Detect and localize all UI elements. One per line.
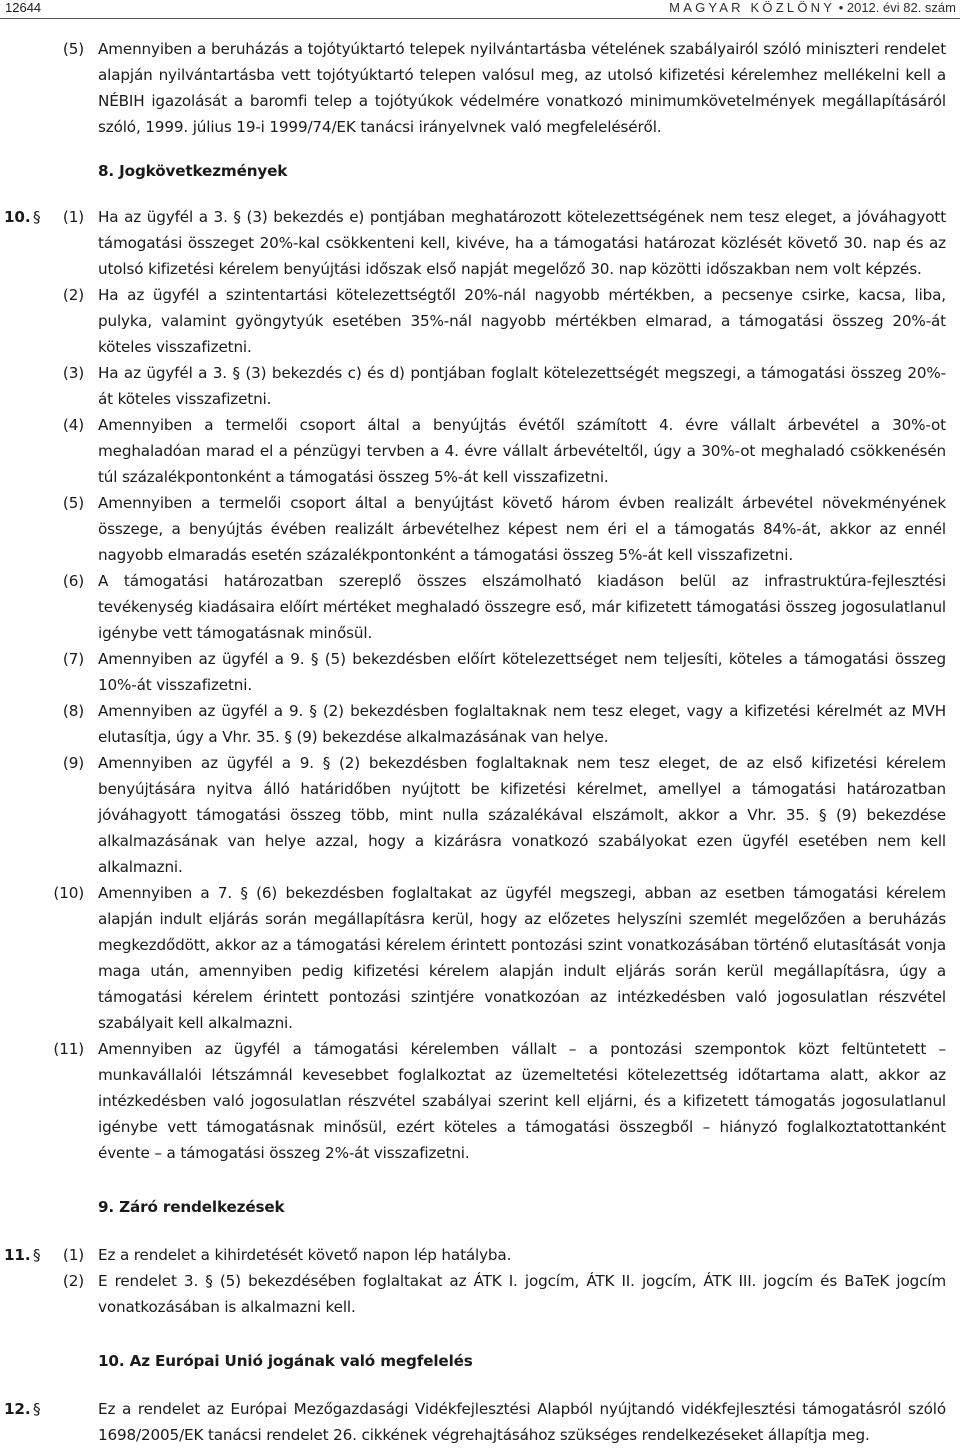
paragraph-number: (1)	[62, 1246, 84, 1264]
paragraph-number: (3)	[62, 364, 84, 382]
paragraph-text: Amennyiben az ügyfél a 9. § (2) bekezdésben foglaltaknak nem tesz eleget, de az első kifizetési kérelem benyújtására nyitva álló határidőben nyújtott be kifizetési kérelmet, amellyel a támogatási határozatban jóváhagyott támogatási összeg több, mint nulla százalékával elszámolt, akkor a Vhr. 35. § (9) bekezdése alkalmazásának van helye azzal, hogy a kizárásra vonatkozó szabályokat ezen ügyfél esetében nem kell alkalmazni.	[98, 754, 946, 876]
section-heading-9: 9. Záró rendelkezések	[98, 1198, 285, 1216]
section-symbol: §	[33, 1246, 41, 1264]
paragraph-number: (1)	[62, 208, 84, 226]
paragraph-text: Amennyiben a termelői csoport által a benyújtás évétől számított 4. évre vállalt árbevétel a 30%-ot meghaladóan marad el a pénzügyi tervben a 4. évre vállalt árbevételtől, úgy a 30%-ot meghaladó csökkenésén túl százalékpontonként a támogatási összeg 5%-át kell visszafizetni.	[98, 416, 946, 486]
section-heading-10: 10. Az Európai Unió jogának való megfelelés	[98, 1352, 473, 1370]
paragraph-number: (4)	[62, 416, 84, 434]
paragraph-9	[0, 750, 960, 880]
section-symbol: §	[33, 208, 41, 226]
paragraph-number: (8)	[62, 702, 84, 720]
paragraph-number: (5)	[62, 40, 84, 58]
paragraph-text: Amennyiben a 7. § (6) bekezdésben foglaltakat az ügyfél megszegi, abban az esetben támogatási kérelem alapján indult eljárás során megállapításra kerül, hogy az előzetes helyszíni szemlét megelőzően a beruházás megkezdődött, akkor az a támogatási kérelem érintett pontozási szint vonatkozásában történő elutasítását vonja maga után, amennyiben pedig kifizetési kérelem alapján indult eljárás során kerül megállapításra, úgy a támogatási kérelem érintett pontozási szintjére vonatkozóan az intézkedésben való jogosulatlan részvétel szabályait kell alkalmazni.	[98, 884, 946, 1032]
paragraph-number: (2)	[62, 1272, 84, 1290]
page-number: 12644	[5, 0, 42, 15]
section-heading-8: 8. Jogkövetkezmények	[98, 162, 288, 180]
paragraph-8	[0, 698, 960, 750]
paragraph-6	[0, 568, 960, 646]
paragraph-text: Ha az ügyfél a szintentartási kötelezettségtől 20%-nál nagyobb mértékben, a pecsenye csirke, kacsa, liba, pulyka, valamint gyöngytyúk esetében 35%-nál nagyobb mértékben elmarad, a támogatási összeg 20%-át köteles visszafizetni.	[98, 286, 946, 356]
page-header	[0, 0, 960, 22]
paragraph-number: (7)	[62, 650, 84, 668]
paragraph-text: A támogatási határozatban szereplő összes elszámolható kiadáson belül az infrastruktúra-fejlesztési tevékenység kiadásaira előírt mértéket meghaladó összegre eső, már kifizetett támogatási összeg jogosulatlanul igénybe vett támogatásnak minősül.	[98, 572, 946, 642]
paragraph-10	[0, 880, 960, 1036]
paragraph-11	[0, 1036, 960, 1166]
paragraph-number: (2)	[62, 286, 84, 304]
paragraph-number: (5)	[62, 494, 84, 512]
section-12	[0, 1396, 960, 1448]
paragraph-2	[0, 282, 960, 360]
paragraph-text: Amennyiben a termelői csoport által a benyújtást követő három évben realizált árbevétel növekményének összege, a benyújtás évében realizált árbevételhez képest nem éri el a támogatás 84%-át, akkor az ennél nagyobb elmaradás esetén százalékpontonként a támogatási összeg 5%-át kell visszafizetni.	[98, 494, 946, 564]
paragraph-5b	[0, 490, 960, 568]
paragraph-number: (10)	[53, 884, 84, 902]
section-number: 10.	[4, 208, 31, 226]
paragraph-4	[0, 412, 960, 490]
section-number: 12.	[4, 1400, 31, 1418]
section-10-paragraph-1	[0, 204, 960, 282]
section-number: 11.	[4, 1246, 31, 1264]
paragraph-text: Amennyiben az ügyfél a támogatási kérelemben vállalt – a pontozási szempontok közt feltüntetett – munkavállalói létszámnál kevesebbet foglalkoztat az üzemeltetési kötelezettség időtartama alatt, akkor az intézkedésben való jogosulatlan részvétel szabályai szerint kell eljárni, és a kifizetett támogatás jogosulatlanul igénybe vett támogatásnak minősül, ezért köteles a támogatási összegből – hiányzó foglalkoztatottanként évente – a támogatási összeg 2%-át visszafizetni.	[98, 1040, 946, 1162]
paragraph-text: Amennyiben az ügyfél a 9. § (2) bekezdésben foglaltaknak nem tesz eleget, vagy a kifizetési kérelmét az MVH elutasítja, úgy a Vhr. 35. § (9) bekezdése alkalmazásának van helye.	[98, 702, 946, 746]
header-rule	[0, 18, 960, 19]
paragraph-7	[0, 646, 960, 698]
paragraph-number: (6)	[62, 572, 84, 590]
paragraph-text: Amennyiben az ügyfél a 9. § (5) bekezdésben előírt kötelezettséget nem teljesíti, köteles a támogatási összeg 10%-át visszafizetni.	[98, 650, 946, 694]
paragraph-text: Amennyiben a beruházás a tojótyúktartó telepek nyilvántartásba vételének szabályairól szóló miniszteri rendelet alapján nyilvántartásba vett tojótyúktartó telepen valósul meg, az utolsó kifizetési kérelemhez mellékelni kell a NÉBIH igazolását a baromfi telep a tojótyúkok védelmére vonatkozó minimumkövetelmények megállapításáról szóló, 1999. július 19-i 1999/74/EK tanácsi irányelvnek való megfeleléséről.	[98, 40, 946, 136]
journal-name: MAGYAR KÖZLÖNY	[669, 0, 836, 15]
issue-label: • 2012. évi 82. szám	[835, 0, 956, 15]
journal-title	[669, 0, 956, 15]
paragraph-text: Ha az ügyfél a 3. § (3) bekezdés c) és d) pontjában foglalt kötelezettségét megszegi, a támogatási összeg 20%-át köteles visszafizetni.	[98, 364, 946, 408]
paragraph-text: Ez a rendelet a kihirdetését követő napon lép hatályba.	[98, 1246, 512, 1264]
paragraph-2b	[0, 1268, 960, 1320]
paragraph-text: E rendelet 3. § (5) bekezdésében foglaltakat az ÁTK I. jogcím, ÁTK II. jogcím, ÁTK III. jogcím és BaTeK jogcím vonatkozásában is alkalmazni kell.	[98, 1272, 946, 1316]
paragraph-number: (9)	[62, 754, 84, 772]
section-11-paragraph-1	[0, 1242, 960, 1268]
section-symbol: §	[33, 1400, 41, 1418]
paragraph-3	[0, 360, 960, 412]
paragraph-number: (11)	[53, 1040, 84, 1058]
paragraph-text: Ha az ügyfél a 3. § (3) bekezdés e) pontjában meghatározott kötelezettségének nem tesz eleget, a jóváhagyott támogatási összeget 20%-kal csökkenteni kell, kivéve, ha a támogatási határozat közlését követő 30. nap és az utolsó kifizetési kérelem benyújtási időszak első napját megelőző 30. nap közötti időszakban nem volt képzés.	[98, 208, 946, 278]
paragraph-5	[0, 36, 960, 140]
document-body	[0, 36, 960, 1448]
paragraph-text: Ez a rendelet az Európai Mezőgazdasági Vidékfejlesztési Alapból nyújtandó vidékfejlesztési támogatásról szóló 1698/2005/EK tanácsi rendelet 26. cikkének végrehajtásához szükséges rendelkezéseket állapítja meg.	[98, 1400, 946, 1444]
